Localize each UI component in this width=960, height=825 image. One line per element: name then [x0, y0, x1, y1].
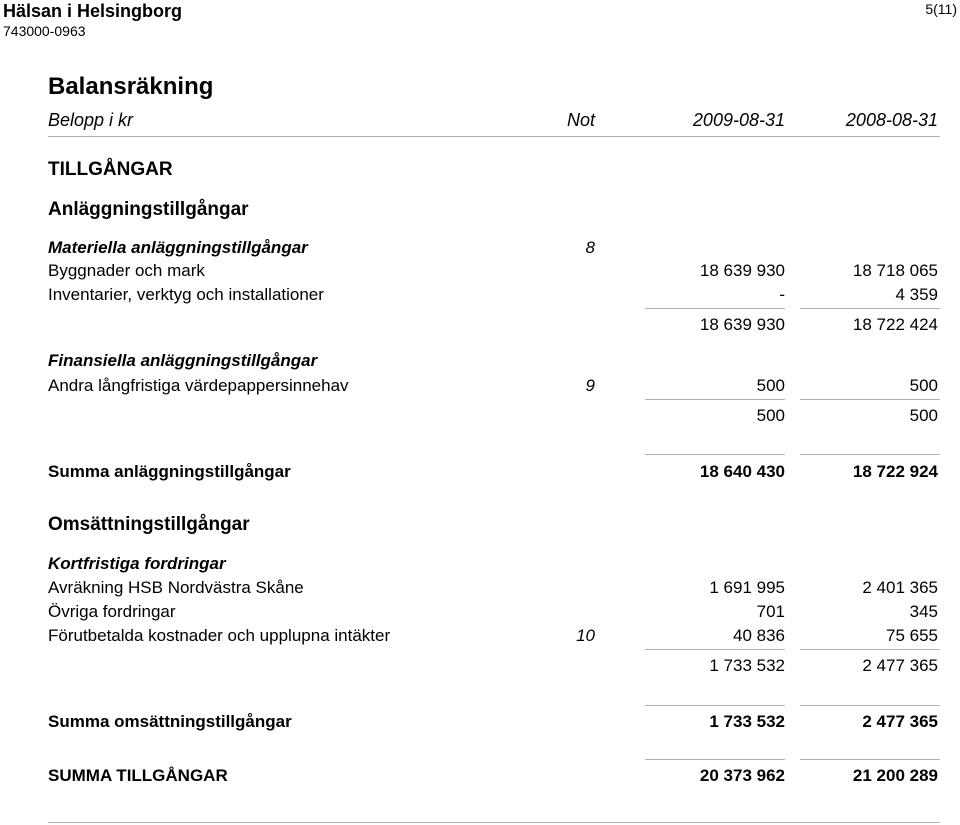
row-label: Avräkning HSB Nordvästra Skåne — [48, 578, 304, 597]
page-title: Balansräkning — [48, 73, 214, 100]
footer-rule — [48, 822, 940, 823]
section-current-assets — [0, 515, 960, 535]
section-current-assets-label: Omsättningstillgångar — [48, 514, 250, 535]
subsection-financial — [0, 351, 960, 371]
subsection-financial-label: Finansiella anläggningstillgångar — [48, 351, 318, 370]
section-fixed-assets-label: Anläggningstillgångar — [48, 199, 249, 220]
value-period1: 18 640 430 — [699, 462, 785, 481]
value-period2: 21 200 289 — [852, 766, 938, 785]
value-period2: 345 — [909, 602, 938, 621]
section-fixed-assets — [0, 200, 960, 220]
note-ref: 9 — [585, 376, 595, 395]
value-period1: 500 — [756, 406, 785, 425]
section-assets-label: TILLGÅNGAR — [48, 159, 173, 180]
subtotal-rule — [800, 399, 940, 400]
value-period2: 18 722 424 — [852, 315, 938, 334]
total-rule — [645, 705, 785, 706]
header-rule — [48, 136, 940, 137]
value-period2: 500 — [909, 406, 938, 425]
subtotal-row-tangible — [0, 315, 960, 335]
value-period2: 18 722 924 — [852, 462, 938, 481]
value-period1: 18 639 930 — [699, 261, 785, 280]
total-rule — [800, 705, 940, 706]
table-row-securities — [0, 376, 960, 396]
note-ref: 10 — [576, 626, 595, 645]
grand-total-row — [0, 766, 960, 786]
row-label: Byggnader och mark — [48, 261, 205, 280]
subsection-receivables — [0, 554, 960, 574]
table-row-other — [0, 602, 960, 622]
table-row-hsb — [0, 578, 960, 598]
organization-number: 743000-0963 — [3, 23, 86, 39]
row-label: Andra långfristiga värdepappersinnehav — [48, 376, 349, 395]
value-period2: 18 718 065 — [852, 261, 938, 280]
value-period2: 75 655 — [886, 626, 938, 645]
value-period1: 40 836 — [733, 626, 785, 645]
subtotal-rule — [800, 308, 940, 309]
column-header-note: Not — [566, 110, 595, 130]
value-period1: 500 — [756, 376, 785, 395]
value-period1: 701 — [756, 602, 785, 621]
column-header-label: Belopp i kr — [48, 110, 134, 130]
table-row-buildings — [0, 261, 960, 281]
page-number: 5(11) — [925, 1, 957, 17]
value-period1: - — [779, 285, 785, 304]
grand-total-rule — [645, 759, 785, 760]
note-ref: 8 — [585, 238, 595, 257]
subtotal-rule — [645, 308, 785, 309]
value-period1: 18 639 930 — [699, 315, 785, 334]
value-period2: 4 359 — [895, 285, 938, 304]
subsection-receivables-label: Kortfristiga fordringar — [48, 554, 226, 573]
row-label: Summa omsättningstillgångar — [48, 712, 292, 731]
value-period1: 1 733 532 — [709, 656, 785, 675]
row-label: Inventarier, verktyg och installationer — [48, 285, 324, 304]
column-header-period1: 2009-08-31 — [692, 110, 785, 130]
total-rule — [800, 454, 940, 455]
value-period2: 2 477 365 — [862, 712, 938, 731]
total-rule — [645, 454, 785, 455]
grand-total-rule — [800, 759, 940, 760]
value-period2: 500 — [909, 376, 938, 395]
value-period2: 2 477 365 — [862, 656, 938, 675]
row-label: Summa anläggningstillgångar — [48, 462, 291, 481]
column-header-period2: 2008-08-31 — [845, 110, 938, 130]
value-period1: 1 733 532 — [709, 712, 785, 731]
row-label: Övriga fordringar — [48, 602, 176, 621]
row-label: SUMMA TILLGÅNGAR — [48, 766, 228, 785]
subtotal-row-financial — [0, 406, 960, 426]
value-period1: 20 373 962 — [699, 766, 785, 785]
organization-name: Hälsan i Helsingborg — [3, 1, 183, 21]
total-row-current-assets — [0, 712, 960, 732]
value-period2: 2 401 365 — [862, 578, 938, 597]
subtotal-rule — [645, 399, 785, 400]
table-row-equipment — [0, 285, 960, 305]
section-assets — [0, 160, 960, 180]
subtotal-rule — [645, 649, 785, 650]
row-label: Förutbetalda kostnader och upplupna intäkter — [48, 626, 391, 645]
total-row-fixed-assets — [0, 462, 960, 482]
table-row-prepaid — [0, 626, 960, 646]
subsection-tangible — [0, 238, 960, 258]
value-period1: 1 691 995 — [709, 578, 785, 597]
subsection-tangible-label: Materiella anläggningstillgångar — [48, 238, 308, 257]
subtotal-row-receivables — [0, 656, 960, 676]
subtotal-rule — [800, 649, 940, 650]
